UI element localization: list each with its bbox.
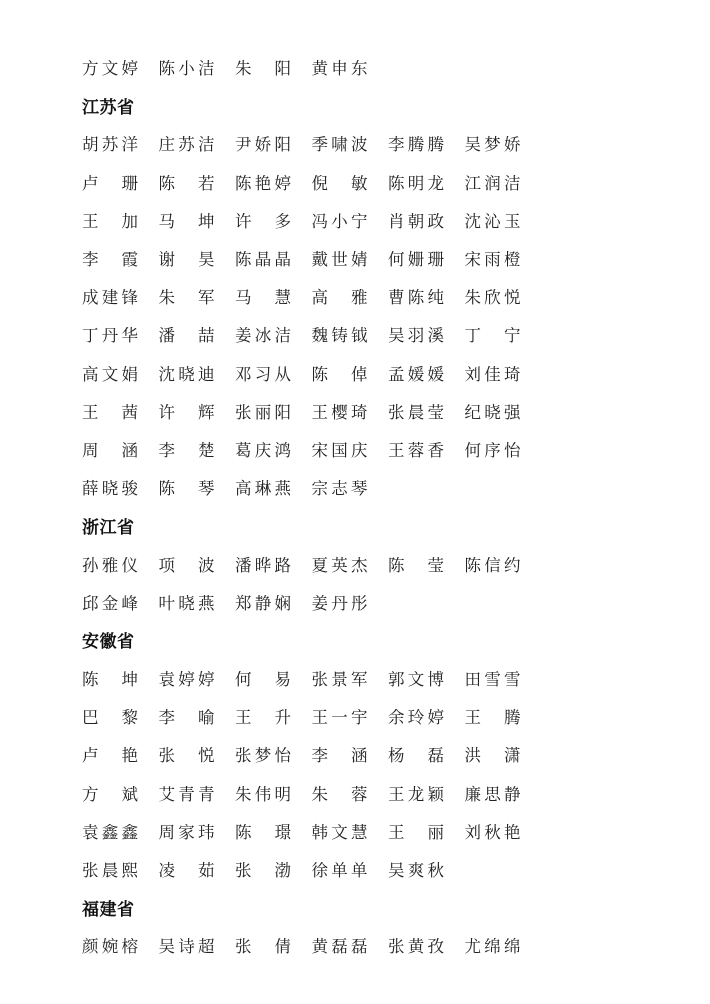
person-name: 丁 宁 — [464, 326, 521, 346]
person-name: 郑 静 娴 — [235, 593, 291, 613]
person-name: 余 玲 婷 — [388, 708, 444, 728]
person-name: 田 雪 雪 — [464, 670, 521, 690]
person-name: 周 家 玮 — [158, 822, 215, 842]
person-name: 邓 习 从 — [235, 364, 291, 384]
person-name: 魏 铸 钺 — [311, 326, 368, 346]
person-name: 徐 单 单 — [311, 861, 368, 881]
name-row — [82, 659, 682, 697]
province-heading: 安徽省 — [82, 632, 135, 653]
person-name: 韩 文 慧 — [311, 822, 368, 842]
person-name: 张 晨 莹 — [388, 402, 444, 422]
person-name: 宗 志 琴 — [311, 479, 368, 499]
person-name: 薛 晓 骏 — [82, 479, 138, 499]
person-name: 冯 小 宁 — [311, 211, 368, 231]
person-name: 陈 若 — [158, 173, 215, 193]
person-name: 方 斌 — [82, 784, 138, 804]
person-name: 吴 诗 超 — [158, 937, 215, 957]
person-name: 陈 璟 — [235, 822, 291, 842]
person-name: 张 梦 怡 — [235, 746, 291, 766]
person-name: 吴 爽 秋 — [388, 861, 444, 881]
person-name: 方 文 婷 — [82, 59, 138, 79]
person-name: 张 倩 — [235, 937, 291, 957]
person-name: 张 景 军 — [311, 670, 368, 690]
name-row — [82, 774, 682, 812]
person-name: 倪 敏 — [311, 173, 368, 193]
person-name: 王 加 — [82, 211, 138, 231]
province-heading: 福建省 — [82, 899, 135, 920]
person-name: 廉 思 静 — [464, 784, 521, 804]
name-row — [82, 735, 682, 773]
person-name: 袁 婷 婷 — [158, 670, 215, 690]
name-row — [82, 583, 682, 621]
person-name: 夏 英 杰 — [311, 555, 368, 575]
person-name: 潘 喆 — [158, 326, 215, 346]
name-row — [82, 468, 682, 506]
person-name: 尹 娇 阳 — [235, 135, 291, 155]
person-name: 宋 国 庆 — [311, 440, 368, 460]
person-name: 朱 伟 明 — [235, 784, 291, 804]
person-name: 刘 秋 艳 — [464, 822, 521, 842]
name-row — [82, 430, 682, 468]
person-name: 纪 晓 强 — [464, 402, 521, 422]
person-name: 胡 苏 洋 — [82, 135, 138, 155]
person-name: 沈 晓 迪 — [158, 364, 215, 384]
person-name: 江 润 洁 — [464, 173, 521, 193]
name-row — [82, 48, 682, 86]
person-name: 陈 艳 婷 — [235, 173, 291, 193]
person-name: 王 腾 — [464, 708, 521, 728]
person-name: 张 丽 阳 — [235, 402, 291, 422]
person-name: 凌 茹 — [158, 861, 215, 881]
person-name: 王 一 宇 — [311, 708, 368, 728]
person-name: 王 蓉 香 — [388, 440, 444, 460]
person-name: 洪 潇 — [464, 746, 521, 766]
person-name: 王 茜 — [82, 402, 138, 422]
person-name: 许 多 — [235, 211, 291, 231]
name-row — [82, 163, 682, 201]
person-name: 丁 丹 华 — [82, 326, 138, 346]
person-name: 沈 沁 玉 — [464, 211, 521, 231]
name-row — [82, 201, 682, 239]
person-name: 黄 磊 磊 — [311, 937, 368, 957]
person-name: 高 文 娟 — [82, 364, 138, 384]
person-name: 颜 婉 榕 — [82, 937, 138, 957]
person-name: 陈 晶 晶 — [235, 250, 291, 270]
name-row — [82, 315, 682, 353]
person-name: 郭 文 博 — [388, 670, 444, 690]
person-name: 刘 佳 琦 — [464, 364, 521, 384]
person-name: 朱 蓉 — [311, 784, 368, 804]
person-name: 杨 磊 — [388, 746, 444, 766]
person-name: 成 建 锋 — [82, 288, 138, 308]
name-row — [82, 124, 682, 162]
person-name: 巴 黎 — [82, 708, 138, 728]
person-name: 马 坤 — [158, 211, 215, 231]
name-row — [82, 392, 682, 430]
person-name: 张 渤 — [235, 861, 291, 881]
person-name: 王 龙 颖 — [388, 784, 444, 804]
person-name: 高 雅 — [311, 288, 368, 308]
person-name: 陈 明 龙 — [388, 173, 444, 193]
person-name: 黄 申 东 — [311, 59, 368, 79]
person-name: 项 波 — [158, 555, 215, 575]
person-name: 李 腾 腾 — [388, 135, 444, 155]
person-name: 张 晨 熙 — [82, 861, 138, 881]
name-list-document — [82, 48, 682, 965]
person-name: 孟 媛 媛 — [388, 364, 444, 384]
person-name: 何 姗 珊 — [388, 250, 444, 270]
name-row — [82, 697, 682, 735]
person-name: 邱 金 峰 — [82, 593, 138, 613]
person-name: 陈 倬 — [311, 364, 368, 384]
person-name: 高 琳 燕 — [235, 479, 291, 499]
person-name: 李 楚 — [158, 440, 215, 460]
name-row — [82, 277, 682, 315]
name-row — [82, 926, 682, 964]
person-name: 李 喻 — [158, 708, 215, 728]
person-name: 陈 小 洁 — [158, 59, 215, 79]
person-name: 艾 青 青 — [158, 784, 215, 804]
name-row — [82, 544, 682, 582]
person-name: 葛 庆 鸿 — [235, 440, 291, 460]
province-heading: 浙江省 — [82, 517, 135, 538]
person-name: 姜 丹 彤 — [311, 593, 368, 613]
person-name: 李 涵 — [311, 746, 368, 766]
person-name: 谢 昊 — [158, 250, 215, 270]
person-name: 卢 珊 — [82, 173, 138, 193]
person-name: 曹 陈 纯 — [388, 288, 444, 308]
person-name: 陈 坤 — [82, 670, 138, 690]
person-name: 叶 晓 燕 — [158, 593, 215, 613]
person-name: 李 霞 — [82, 250, 138, 270]
person-name: 庄 苏 洁 — [158, 135, 215, 155]
person-name: 宋 雨 橙 — [464, 250, 521, 270]
person-name: 潘 晔 路 — [235, 555, 291, 575]
person-name: 许 辉 — [158, 402, 215, 422]
person-name: 周 涵 — [82, 440, 138, 460]
person-name: 吴 梦 娇 — [464, 135, 521, 155]
person-name: 陈 信 约 — [464, 555, 521, 575]
person-name: 吴 羽 溪 — [388, 326, 444, 346]
name-row — [82, 354, 682, 392]
person-name: 何 序 怡 — [464, 440, 521, 460]
person-name: 朱 欣 悦 — [464, 288, 521, 308]
person-name: 袁 鑫 鑫 — [82, 822, 138, 842]
person-name: 季 啸 波 — [311, 135, 368, 155]
person-name: 王 升 — [235, 708, 291, 728]
person-name: 尤 绵 绵 — [464, 937, 521, 957]
person-name: 姜 冰 洁 — [235, 326, 291, 346]
person-name: 朱 阳 — [235, 59, 291, 79]
person-name: 张 悦 — [158, 746, 215, 766]
person-name: 孙 雅 仪 — [82, 555, 138, 575]
person-name: 王 丽 — [388, 822, 444, 842]
province-heading: 江苏省 — [82, 97, 135, 118]
person-name: 陈 琴 — [158, 479, 215, 499]
person-name: 何 易 — [235, 670, 291, 690]
name-row — [82, 850, 682, 888]
person-name: 戴 世 婧 — [311, 250, 368, 270]
person-name: 张 黄 孜 — [388, 937, 444, 957]
person-name: 肖 朝 政 — [388, 211, 444, 231]
person-name: 王 樱 琦 — [311, 402, 368, 422]
name-row — [82, 239, 682, 277]
person-name: 朱 军 — [158, 288, 215, 308]
name-row — [82, 812, 682, 850]
person-name: 马 慧 — [235, 288, 291, 308]
person-name: 卢 艳 — [82, 746, 138, 766]
person-name: 陈 莹 — [388, 555, 444, 575]
